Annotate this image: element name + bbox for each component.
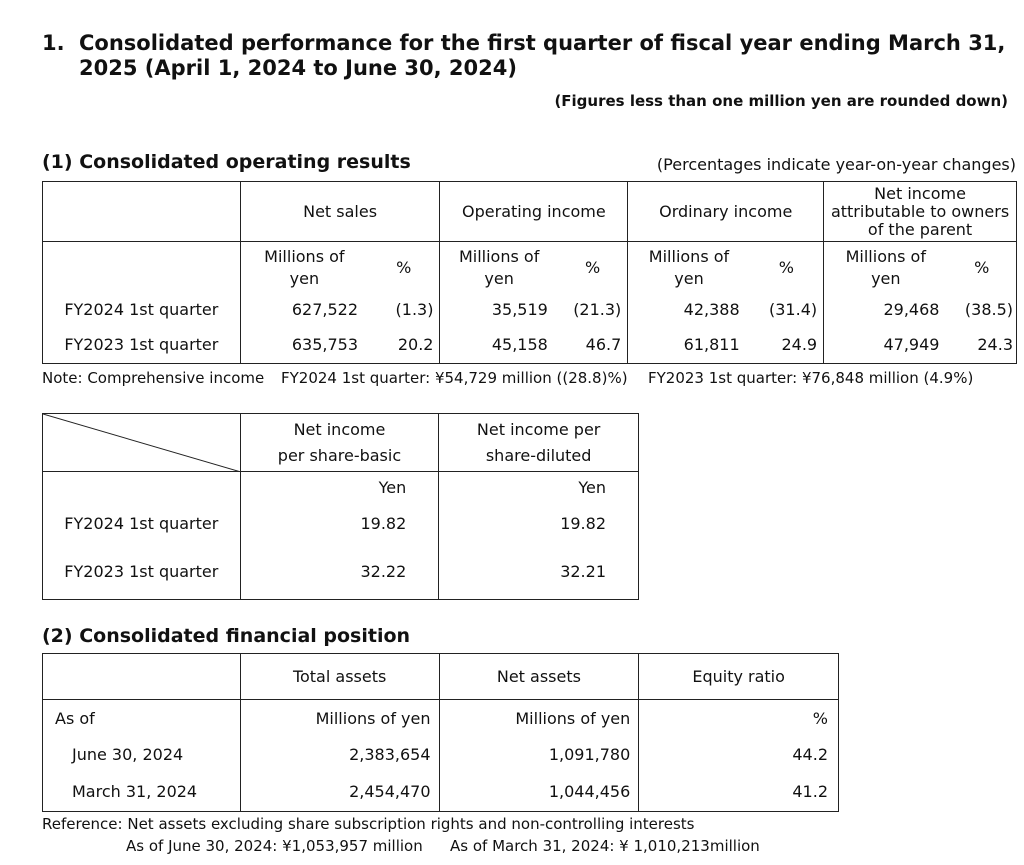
row-label: FY2023 1st quarter [43, 544, 241, 600]
heading-number: 1. [42, 31, 65, 55]
comprehensive-income-note-label: Note: Comprehensive income [42, 369, 265, 387]
unit-cell: Millions of yen [240, 242, 368, 294]
operating-header-row [43, 182, 1017, 242]
reference-june: As of June 30, 2024: ¥1,053,957 million [126, 837, 423, 855]
net-income-header [824, 182, 1017, 242]
yen-unit: Yen [439, 472, 639, 504]
table-row: FY2024 1st quarter 19.82 19.82 [43, 504, 639, 544]
rounding-note: (Figures less than one million yen are rounded down) [554, 92, 1008, 110]
reference-march: As of March 31, 2024: ¥ 1,010,213million [450, 837, 760, 855]
pct-cell: % [368, 242, 440, 294]
net-income-header-l3: of the parent [867, 219, 973, 239]
pct-cell: % [947, 242, 1016, 294]
eps-basic-header: Net income per share-basic [240, 414, 439, 472]
heading-line1: Consolidated performance for the first quarter of fiscal year ending March 31, [79, 31, 1006, 55]
comprehensive-income-fy2024: FY2024 1st quarter: ¥54,729 million ((28.8)%) [281, 369, 628, 387]
millions-unit: Millions of yen [240, 700, 439, 738]
percentage-note: (Percentages indicate year-on-year changes) [656, 155, 1016, 174]
net-income-header-l2: attributable to owners [830, 201, 1010, 221]
row-label: FY2024 1st quarter [43, 504, 241, 544]
table-row: FY2023 1st quarter 635,753 20.2 45,158 46.7 61,811 24.9 47,949 24.3 [43, 326, 1017, 364]
pct-cell: % [558, 242, 628, 294]
unit-row [43, 242, 1017, 294]
net-assets-header: Net assets [439, 654, 639, 700]
yen-unit: Yen [240, 472, 439, 504]
unit-cell: Millions of yen [440, 242, 558, 294]
table-row: FY2024 1st quarter 627,522 (1.3) 35,519 (21.3) 42,388 (31.4) 29,468 (38.5) [43, 294, 1017, 326]
row-label: March 31, 2024 [43, 772, 241, 812]
position-header-row [43, 654, 839, 700]
pct-unit: % [639, 700, 839, 738]
table-row: March 31, 2024 2,454,470 1,044,456 41.2 [43, 772, 839, 812]
financial-position-table [42, 653, 839, 812]
net-sales-header: Net sales [240, 182, 440, 242]
position-unit-row [43, 700, 839, 738]
row-label: June 30, 2024 [43, 738, 241, 772]
operating-results-table [42, 181, 1017, 364]
eps-unit-row [43, 472, 639, 504]
total-assets-header: Total assets [240, 654, 439, 700]
diagonal-line [43, 414, 241, 472]
blank-header-cell [43, 182, 241, 242]
operating-income-header: Operating income [440, 182, 628, 242]
eps-header-row [43, 414, 639, 472]
financial-position-title: (2) Consolidated financial position [42, 625, 411, 647]
eps-table [42, 413, 639, 600]
heading-line2: 2025 (April 1, 2024 to June 30, 2024) [79, 56, 517, 80]
table-row: June 30, 2024 2,383,654 1,091,780 44.2 [43, 738, 839, 772]
net-income-header-l1: Net income [874, 183, 966, 203]
reference-note: Reference: Net assets excluding share subscription rights and non-controlling interests [42, 815, 695, 833]
unit-cell: Millions of yen [628, 242, 750, 294]
pct-cell: % [750, 242, 824, 294]
operating-results-title: (1) Consolidated operating results [42, 151, 411, 173]
row-label: FY2024 1st quarter [43, 294, 241, 326]
unit-cell: Millions of yen [824, 242, 948, 294]
as-of-label: As of [43, 700, 241, 738]
diagonal-header-cell [43, 414, 241, 472]
eps-diluted-header: Net income per share-diluted [439, 414, 639, 472]
ordinary-income-header: Ordinary income [628, 182, 824, 242]
comprehensive-income-fy2023: FY2023 1st quarter: ¥76,848 million (4.9%) [648, 369, 974, 387]
table-row: FY2023 1st quarter 32.22 32.21 [43, 544, 639, 600]
equity-ratio-header: Equity ratio [639, 654, 839, 700]
millions-unit: Millions of yen [439, 700, 639, 738]
row-label: FY2023 1st quarter [43, 326, 241, 364]
